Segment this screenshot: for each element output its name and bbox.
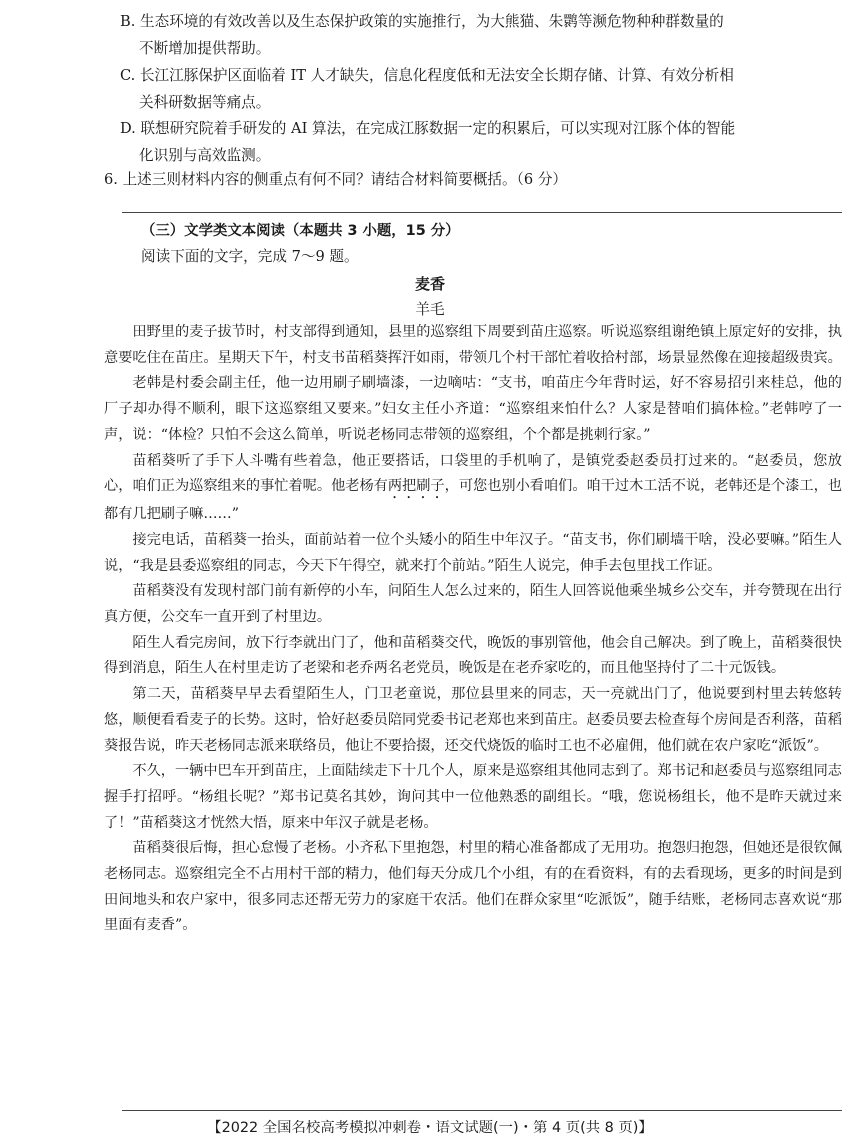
paragraph: 老韩是村委会副主任，他一边用刷子刷墙漆，一边嘀咕：“支书，咱苗庄今年背时运，好不容易招引来桂总，他的厂子却办得不顺利，眼下这巡察组又要来。”妇女主任小齐道：“巡察组来怕什么？人家是替咱们搞体检。”老韩哼了一声，说：“体检？只怕不会这么简单，听说老杨同志带领的巡察组，个个都是挑刺行家。”: [104, 375, 842, 443]
option-d: [120, 115, 842, 169]
option-b-line2: 不断增加提供帮助。: [139, 40, 271, 57]
question-6: 6. 上述三则材料内容的侧重点有何不同？请结合材料简要概括。（6 分）: [104, 171, 568, 188]
emphasized-phrase: 两把刷子: [387, 478, 445, 495]
option-c-line2: 关科研数据等痛点。: [139, 94, 271, 111]
paragraph: 接完电话，苗稻葵一抬头，面前站着一位个头矮小的陌生中年汉子。“苗支书，你们刷墙干啥，没必要嘛。”陌生人说，“我是县委巡察组的同志，今天下午得空，就来打个前站。”陌生人说完，伸手去包里找工作证。: [104, 531, 842, 574]
paragraph: 苗稻葵没有发现村部门前有新停的小车，问陌生人怎么过来的，陌生人回答说他乘坐城乡公交车，并夸赞现在出行真方便，公交车一直开到了村里边。: [104, 583, 842, 626]
option-b: [120, 8, 842, 62]
page-footer: 【2022 全国名校高考模拟冲刺卷・语文试题(一)・第 4 页(共 8 页)】: [207, 1120, 653, 1136]
section-divider: [122, 212, 842, 213]
option-d-line2: 化识别与高效监测。: [139, 147, 271, 164]
article-title: 麦香: [414, 275, 445, 293]
paragraph-with-emphasis: 苗稻葵听了手下人斗嘴有些着急，他正要搭话，口袋里的手机响了，是镇党委赵委员打过来的。“赵委员，您放心，咱们正为巡察组来的事忙着呢。他老杨有两把刷子，可您也别小看咱们。咱干过木工活不说，老韩还是个漆工，也都有几把刷子嘛……”: [104, 452, 842, 523]
option-c: [120, 62, 842, 116]
paragraph: 苗稻葵很后悔，担心怠慢了老杨。小齐私下里抱怨，村里的精心准备都成了无用功。抱怨归抱怨，但她还是很钦佩老杨同志。巡察组完全不占用村干部的精力，他们每天分成几个小组，有的在看资料，有的去看现场，更多的时间是到田间地头和农户家中，很多同志还帮无劳力的家庭干农活。他们在群众家里“吃派饭”，随手结账，老杨同志喜欢说“那里面有麦香”。: [104, 840, 842, 934]
paragraph: 陌生人看完房间，放下行李就出门了，他和苗稻葵交代，晚饭的事别管他，他会自己解决。到了晚上，苗稻葵很快得到消息，陌生人在村里走访了老梁和老乔两名老党员，晚饭是在老乔家吃的，而且他坚持付了二十元饭钱。: [104, 634, 842, 677]
paragraph: 田野里的麦子拔节时，村支部得到通知，县里的巡察组下周要到苗庄巡察。听说巡察组谢绝镇上原定好的安排，执意要吃住在苗庄。星期天下午，村支书苗稻葵挥汗如雨，带领几个村干部忙着收拾村部，场景显然像在迎接超级贵宾。: [104, 324, 842, 366]
option-d-line1: D. 联想研究院着手研发的 AI 算法，在完成江豚数据一定的积累后，可以实现对江豚个体的智能: [120, 120, 736, 137]
article-body: [104, 320, 842, 939]
section-instruction: 阅读下面的文字，完成 7～9 题。: [141, 248, 359, 265]
option-c-line1: C. 长江江豚保护区面临着 IT 人才缺失，信息化程度低和无法安全长期存储、计算、有效分析相: [120, 67, 734, 84]
footer-divider: [122, 1110, 842, 1111]
option-b-line1: B. 生态环境的有效改善以及生态保护政策的实施推行，为大熊猫、朱鹮等濒危物种种群数量的: [120, 13, 724, 30]
section-title: （三）文学类文本阅读（本题共 3 小题，15 分）: [141, 223, 460, 239]
paragraph: 第二天，苗稻葵早早去看望陌生人，门卫老童说，那位县里来的同志，天一亮就出门了，他说要到村里去转悠转悠，顺便看看麦子的长势。这时，恰好赵委员陪同党委书记老郑也来到苗庄。赵委员要去检查每个房间是否利落，苗稻葵报告说，昨天老杨同志派来联络员，他让不要拾掇，还交代烧饭的临时工也不必雇佣，他们就在农户家吃“派饭”。: [104, 686, 842, 754]
article-author: 羊毛: [415, 301, 445, 318]
paragraph: 不久，一辆中巴车开到苗庄，上面陆续走下十几个人，原来是巡察组其他同志到了。郑书记和赵委员与巡察组同志握手打招呼。“杨组长呢？”郑书记莫名其妙，询问其中一位他熟悉的副组长。“哦，您说杨组长，他不是昨天就过来了！”苗稻葵这才恍然大悟，原来中年汉子就是老杨。: [104, 763, 842, 831]
